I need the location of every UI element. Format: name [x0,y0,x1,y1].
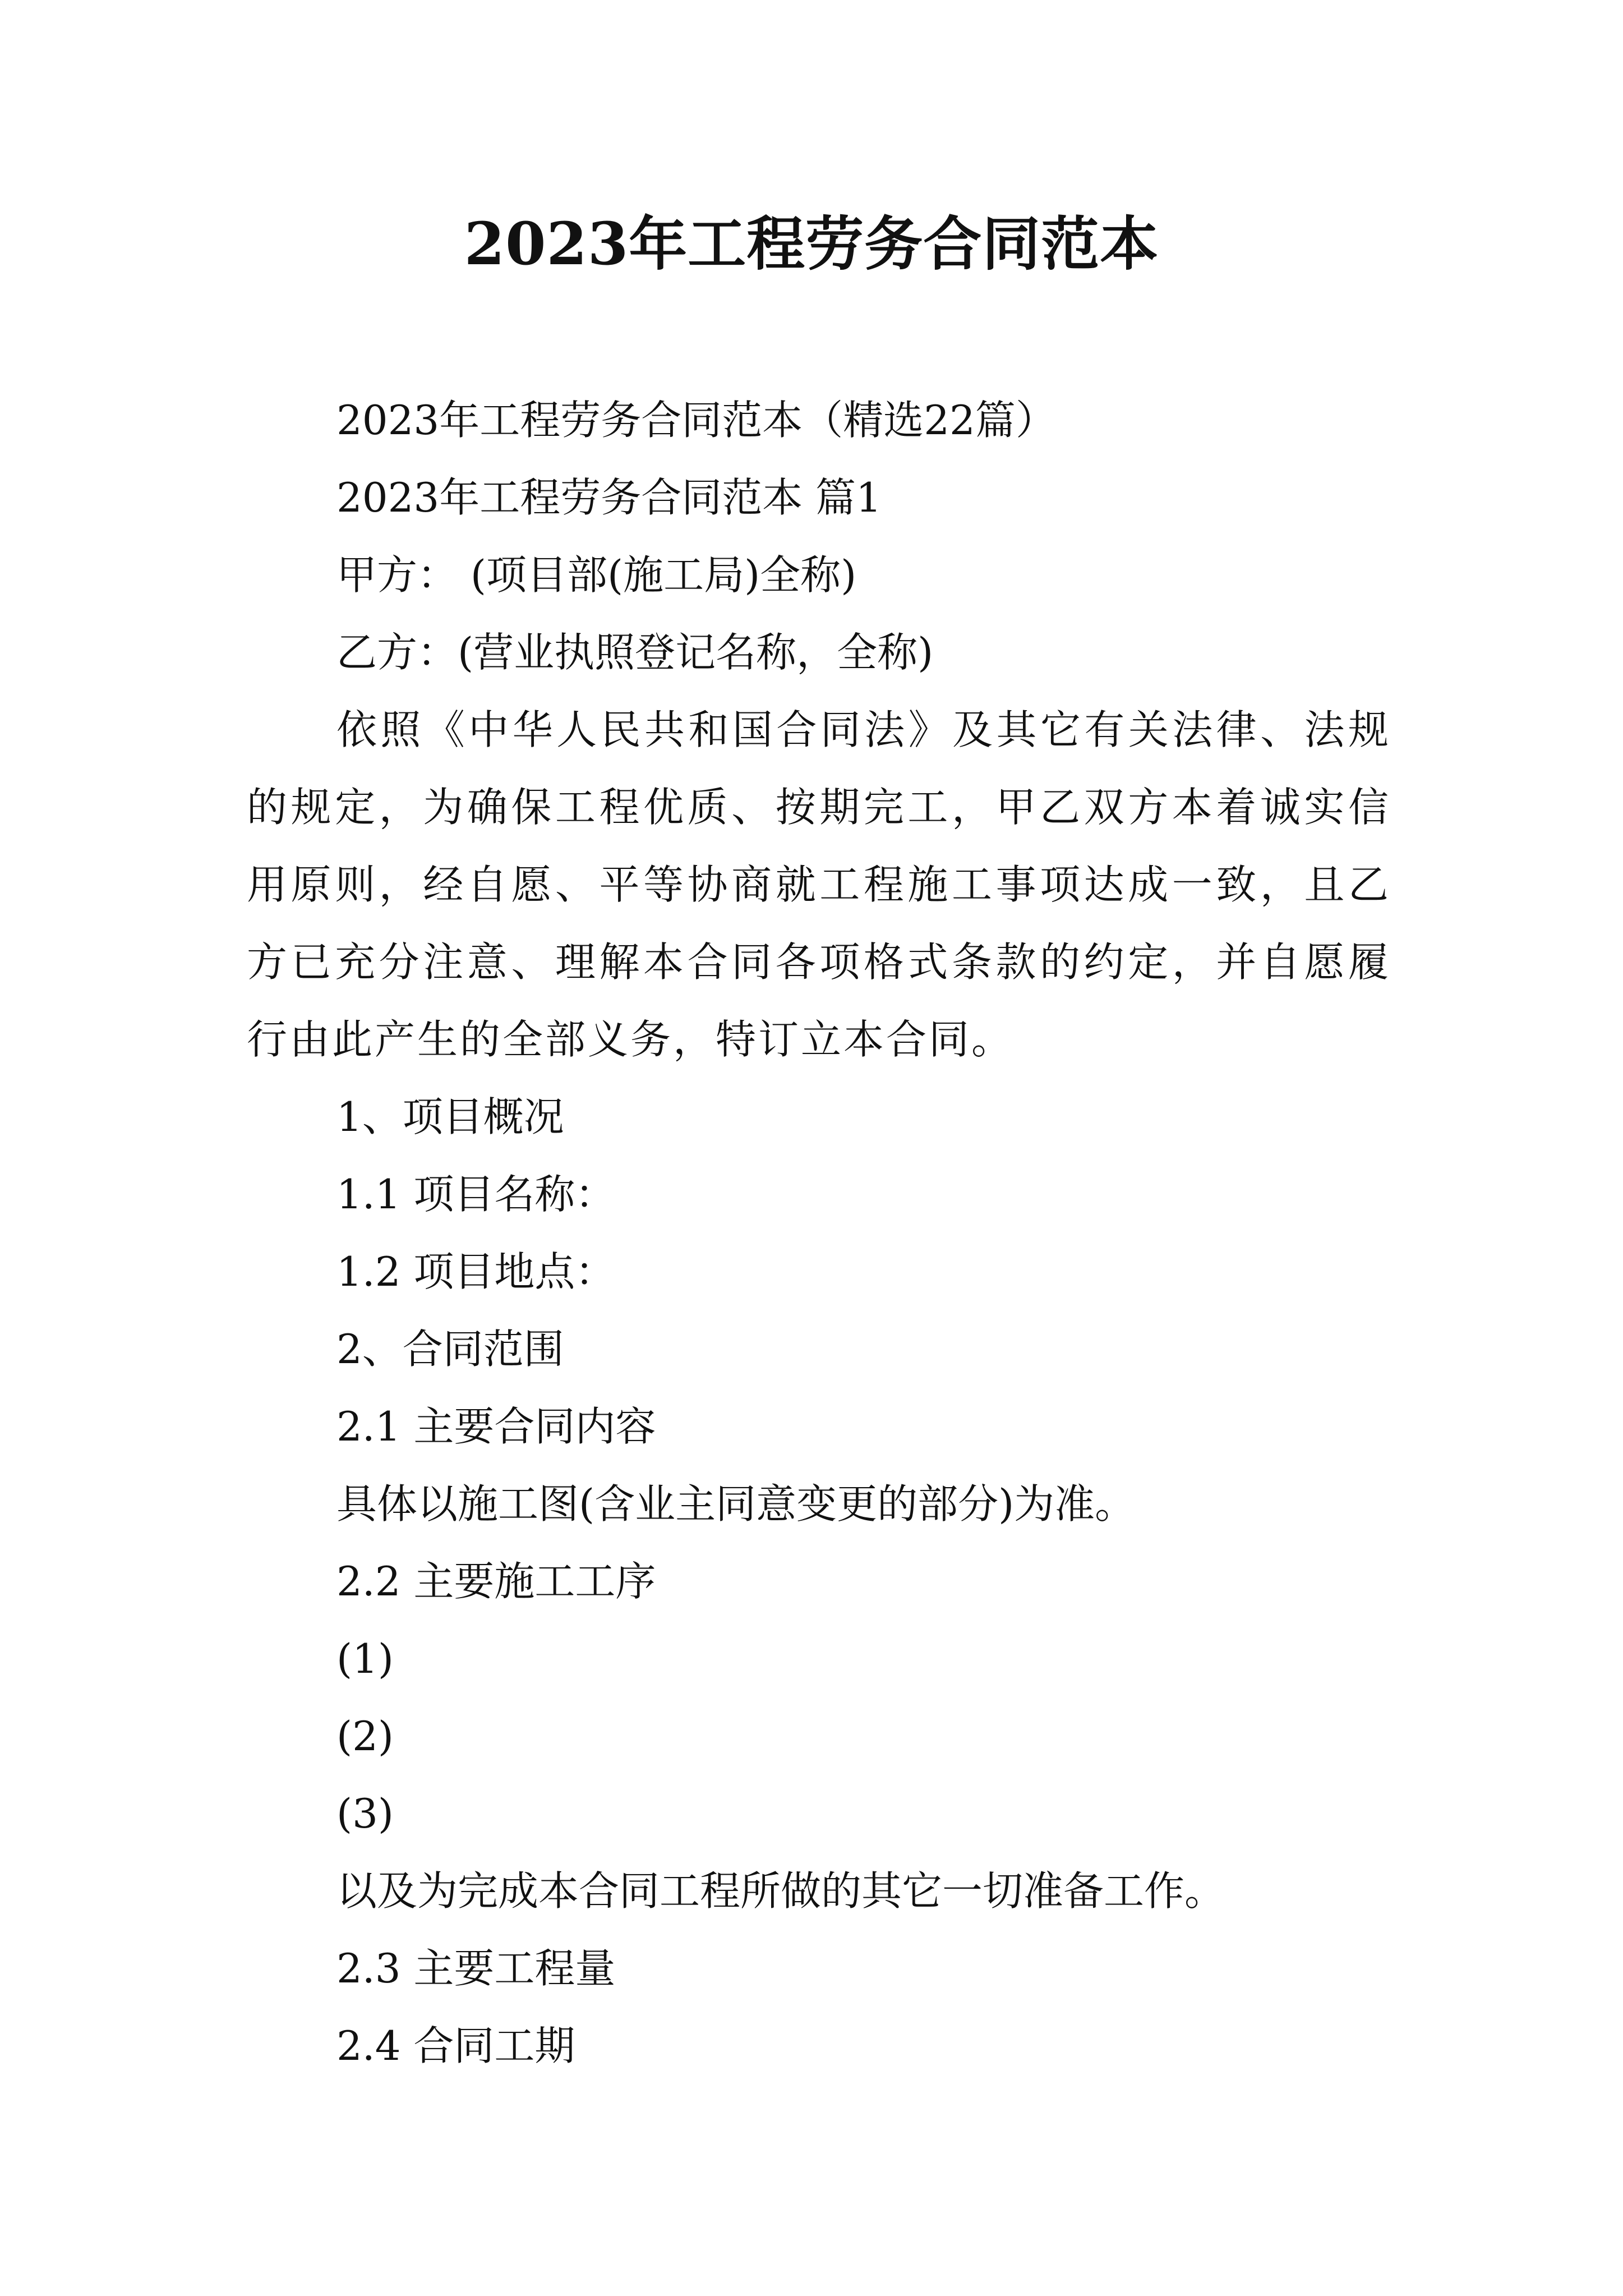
document-body [247,381,1391,2085]
party-a-line: 甲方： (项目部(施工局)全称) [336,551,857,599]
procedure-2: (2) [336,1713,394,1760]
procedure-other: 以及为完成本合同工程所做的其它一切准备工作。 [336,1867,1225,1915]
article-heading: 2023年工程劳务合同范本 篇1 [336,474,882,521]
item-1-1: 1.1 项目名称： [336,1171,616,1218]
subtitle-line: 2023年工程劳务合同范本（精选22篇） [336,397,1056,444]
party-b-line: 乙方：(营业执照登记名称，全称) [336,629,934,676]
item-2-4: 2.4 合同工期 [336,2022,575,2069]
item-1-2: 1.2 项目地点： [336,1248,616,1295]
procedure-1: (1) [336,1635,394,1682]
item-2-3: 2.3 主要工程量 [336,1945,616,1992]
procedure-3: (3) [336,1790,394,1837]
document-title: 2023年工程劳务合同范本 [464,209,1159,278]
item-2-2: 2.2 主要施工工序 [336,1558,656,1605]
item-2-1-detail: 具体以施工图(含业主同意变更的部分)为准。 [336,1480,1136,1527]
preamble-paragraph: 依照《中华人民共和国合同法》及其它有关法律、法规的规定，为确保工程优质、按期完工，甲乙双方本着诚实信用原则，经自愿、平等协商就工程施工事项达成一致，且乙方已充分注意、理解本合同各项格式条款的约定，并自愿履行由此产生的全部义务，特订立本合同。 [247,706,1391,1063]
section-1-heading: 1、项目概况 [336,1093,564,1140]
item-2-1: 2.1 主要合同内容 [336,1403,656,1450]
section-2-heading: 2、合同范围 [336,1326,564,1373]
